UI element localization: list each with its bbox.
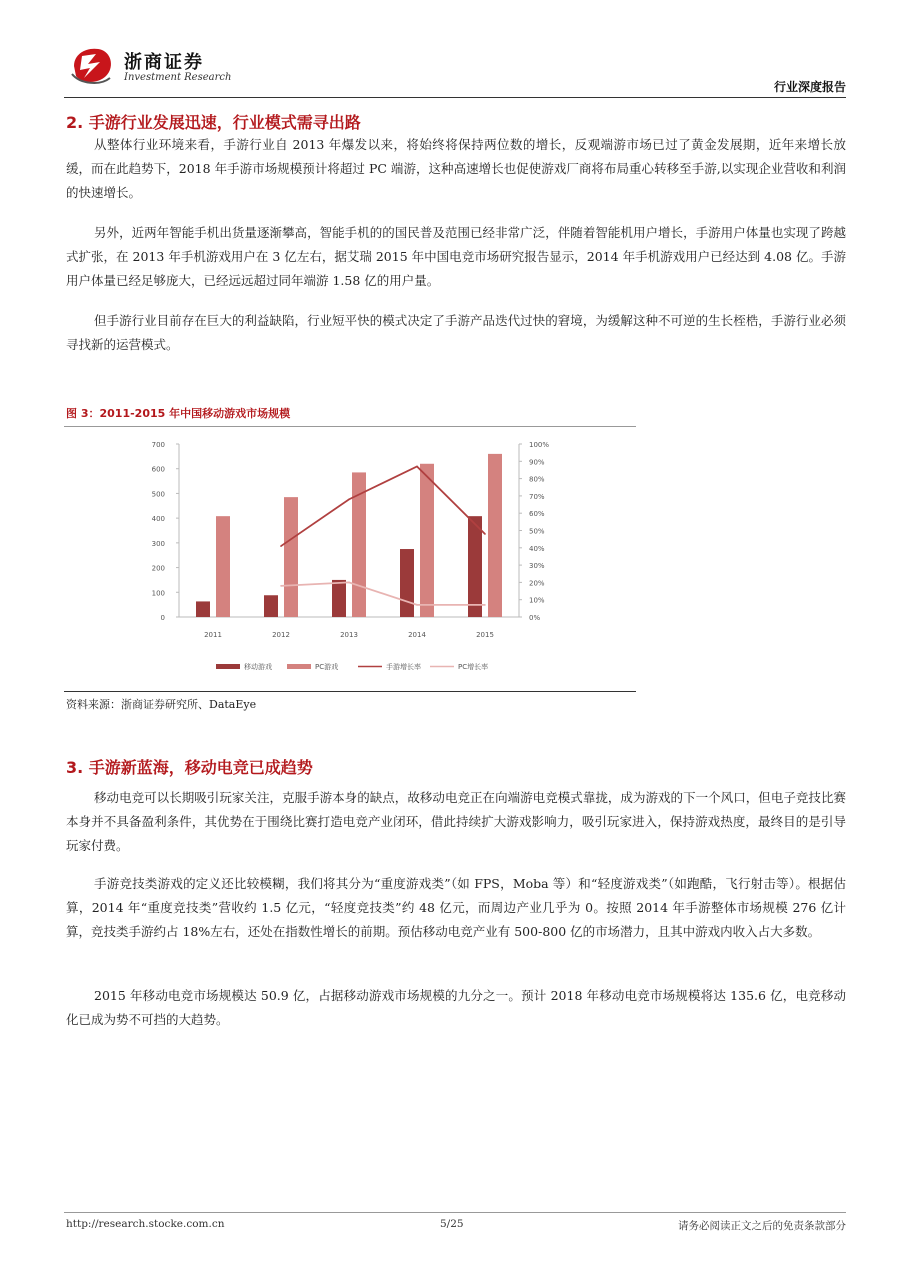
y-left-tick-label: 400 (151, 515, 165, 524)
figure-source: 资料来源：浙商证券研究所、DataEye (66, 698, 257, 711)
line-point-手游增长率-2015 (484, 533, 486, 535)
bar-移动游戏-2012 (264, 595, 278, 617)
x-tick-label: 2013 (340, 631, 358, 639)
line-series-PC增长率 (281, 582, 485, 604)
figure-bottom-divider (64, 691, 636, 692)
y-right-tick-label: 90% (529, 458, 545, 467)
y-right-tick-label: 80% (529, 475, 545, 484)
page-number: 5/25 (440, 1218, 464, 1230)
y-right-tick-label: 50% (529, 527, 545, 536)
bar-PC游戏-2012 (284, 497, 298, 617)
company-name-en: Investment Research (124, 72, 232, 83)
footer-divider (64, 1212, 846, 1213)
legend-swatch-PC游戏 (287, 664, 311, 669)
line-point-PC增长率-2012 (280, 585, 282, 587)
footer-disclaimer: 请务必阅读正文之后的免责条款部分 (678, 1220, 846, 1232)
bar-PC游戏-2014 (420, 464, 434, 617)
legend-label-移动游戏: 移动游戏 (244, 663, 272, 671)
y-left-tick-label: 500 (151, 490, 165, 499)
y-left-tick-label: 600 (151, 465, 165, 474)
legend-label-PC游戏: PC游戏 (315, 663, 339, 671)
y-right-tick-label: 60% (529, 510, 545, 519)
line-point-PC增长率-2013 (348, 582, 350, 584)
figure-title: 图 3：2011-2015 年中国移动游戏市场规模 (66, 407, 291, 420)
company-name-cn: 浙商证券 (124, 52, 204, 73)
x-tick-label: 2012 (272, 631, 290, 639)
y-right-tick-label: 10% (529, 596, 545, 605)
y-left-tick-label: 0 (160, 614, 165, 622)
line-point-PC增长率-2014 (416, 604, 418, 606)
section-3-title: 3. 手游新蓝海，移动电竞已成趋势 (66, 758, 313, 777)
figure-top-divider (64, 426, 636, 427)
y-right-tick-label: 20% (529, 579, 545, 588)
line-point-手游增长率-2013 (348, 499, 350, 501)
bar-移动游戏-2015 (468, 516, 482, 617)
y-right-tick-label: 0% (529, 614, 541, 622)
report-type: 行业深度报告 (773, 80, 846, 94)
section-2-paragraph: 另外，近两年智能手机出货量逐渐攀高，智能手机的的国民普及范围已经非常广泛，伴随着智能机用户增长，手游用户体量也实现了跨越式扩张，在 2013 年手机游戏用户在 3 亿左右，据艾瑞 2015 年中国电竞市场研究报告显示，2014 年手机游戏用户已经达到 4.08 亿。手游用户体量已经足够庞大，已经远远超过同年端游 1.58 亿的用户量。 (66, 225, 846, 288)
y-left-tick-label: 700 (151, 441, 165, 449)
y-left-tick-label: 100 (151, 589, 165, 598)
y-right-tick-label: 30% (529, 562, 545, 571)
x-tick-label: 2015 (476, 631, 494, 639)
bar-移动游戏-2011 (196, 601, 210, 617)
y-right-tick-label: 70% (529, 492, 545, 501)
bar-PC游戏-2015 (488, 454, 502, 617)
bar-移动游戏-2013 (332, 580, 346, 617)
y-left-tick-label: 300 (151, 539, 165, 548)
x-tick-label: 2014 (408, 631, 426, 639)
section-2-title: 2. 手游行业发展迅速，行业模式需寻出路 (66, 113, 361, 132)
section-2-paragraph: 但手游行业目前存在巨大的利益缺陷，行业短平快的模式决定了手游产品迭代过快的窘境，为缓解这种不可逆的生长桎梏，手游行业必须寻找新的运营模式。 (66, 313, 846, 352)
x-tick-label: 2011 (204, 631, 222, 639)
line-point-手游增长率-2014 (416, 466, 418, 468)
y-left-tick-label: 200 (151, 564, 165, 573)
legend-label-PC增长率: PC增长率 (458, 663, 489, 671)
line-series-手游增长率 (281, 466, 485, 546)
footer-url[interactable]: http://research.stocke.com.cn (66, 1218, 225, 1230)
y-right-tick-label: 100% (529, 441, 550, 449)
legend-label-手游增长率: 手游增长率 (386, 663, 421, 671)
section-2-paragraph: 从整体行业环境来看，手游行业自 2013 年爆发以来，将始终将保持两位数的增长，反观端游市场已过了黄金发展期，近年来增长放缓，而在此趋势下，2018 年手游市场规模预计将超过 PC 端游，这种高速增长也促使游戏厂商将布局重心转移至手游,以实现企业营收和利润的快速增长。 (66, 137, 846, 200)
line-point-手游增长率-2012 (280, 545, 282, 547)
section-3-paragraph: 手游竞技类游戏的定义还比较模糊，我们将其分为“重度游戏类”（如 FPS，Moba 等）和“轻度游戏类”（如跑酷，飞行射击等）。根据估算，2014 年“重度竞技类”营收约 1.5 亿元，“轻度竞技类”约 48 亿元，而周边产业几乎为 0。按照 2014 年手游整体市场规模 276 亿计算，竞技类手游约占 18%左右，还处在指数性增长的前期。预估移动电竞产业有 500-800 亿的市场潜力，且其中游戏内收入占大多数。 (66, 876, 846, 939)
line-point-PC增长率-2015 (484, 604, 486, 606)
bar-移动游戏-2014 (400, 549, 414, 617)
section-3-paragraph: 移动电竞可以长期吸引玩家关注，克服手游本身的缺点，故移动电竞正在向端游电竞模式靠拢，成为游戏的下一个风口，但电子竞技比赛本身并不具备盈利条件，其优势在于围绕比赛打造电竞产业闭环，借此持续扩大游戏影响力，吸引玩家进入，保持游戏热度，最终目的是引导玩家付费。 (66, 790, 846, 853)
company-logo-icon (66, 44, 118, 88)
section-3-paragraph: 2015 年移动电竞市场规模达 50.9 亿，占据移动游戏市场规模的九分之一。预计 2018 年移动电竞市场规模将达 135.6 亿，电竞移动化已成为势不可挡的大趋势。 (66, 988, 846, 1027)
header-divider (64, 97, 846, 98)
market-size-chart (64, 430, 636, 688)
y-right-tick-label: 40% (529, 544, 545, 553)
legend-swatch-移动游戏 (216, 664, 240, 669)
bar-PC游戏-2011 (216, 516, 230, 617)
